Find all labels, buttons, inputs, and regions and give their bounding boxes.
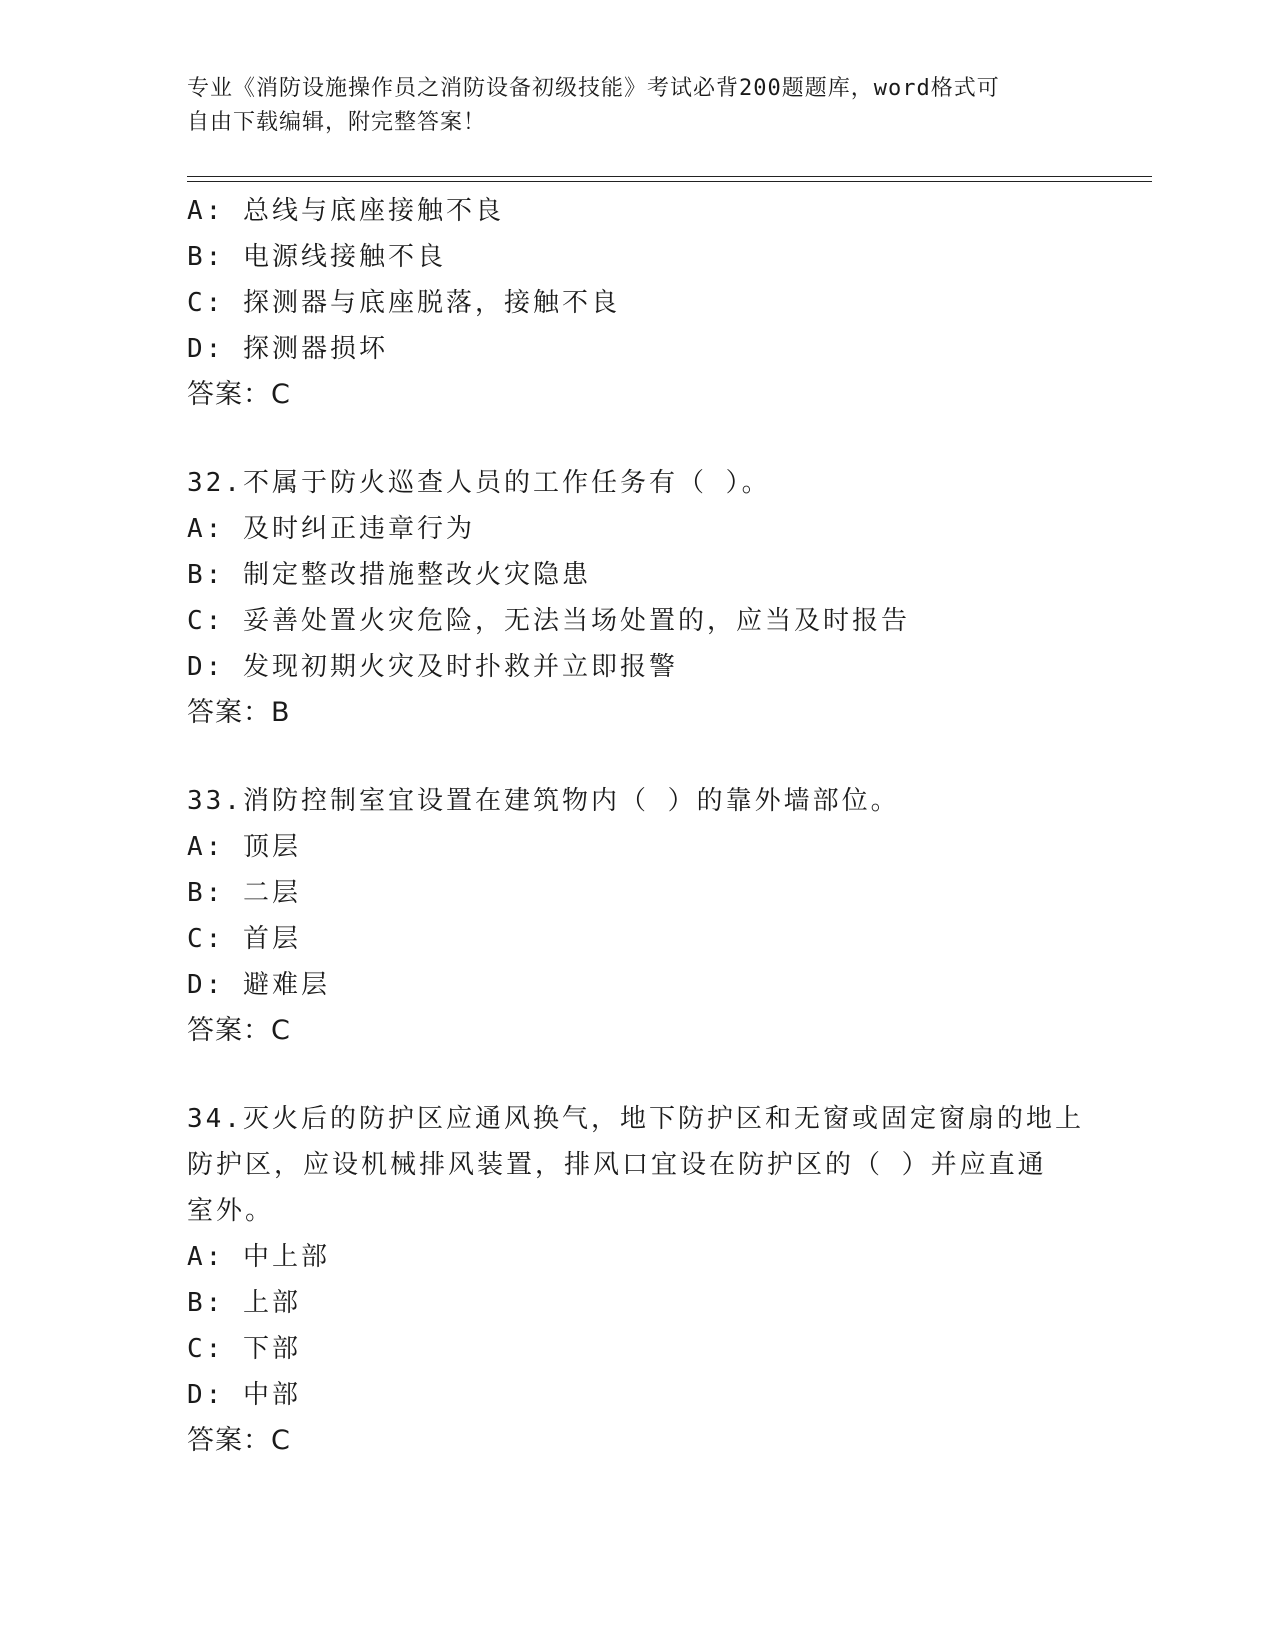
option-a: A: 及时纠正违章行为: [187, 514, 475, 544]
option-a: A: 顶层: [187, 832, 301, 862]
question-32: [187, 460, 1087, 736]
option-a: A: 中上部: [187, 1242, 330, 1272]
question-text-line-3: 室外。: [187, 1196, 275, 1226]
option-d: D: 避难层: [187, 970, 330, 1000]
question-text: 33.消防控制室宜设置在建筑物内（ ）的靠外墙部位。: [187, 786, 900, 816]
question-31-partial: [187, 188, 1087, 418]
option-b: B: 电源线接触不良: [187, 242, 446, 272]
option-d: D: 中部: [187, 1380, 301, 1410]
answer-line: 答案：C: [187, 1425, 291, 1456]
answer-line: 答案：C: [187, 379, 291, 410]
header-line-1: 专业《消防设施操作员之消防设备初级技能》考试必背200题题库，word格式可: [187, 76, 1000, 101]
header-line-2: 自由下载编辑，附完整答案！: [187, 110, 487, 135]
header-rule-bottom: [187, 181, 1152, 182]
option-c: C: 探测器与底座脱落，接触不良: [187, 288, 620, 318]
option-d: D: 发现初期火灾及时扑救并立即报警: [187, 652, 678, 682]
question-content: [187, 188, 1087, 1464]
option-b: B: 制定整改措施整改火灾隐患: [187, 560, 591, 590]
question-text-line-2: 防护区，应设机械排风装置，排风口宜设在防护区的（ ）并应直通: [187, 1150, 1047, 1180]
option-b: B: 二层: [187, 878, 301, 908]
question-text: 32.不属于防火巡查人员的工作任务有（ ）。: [187, 468, 771, 498]
question-33: [187, 778, 1087, 1054]
option-c: C: 首层: [187, 924, 301, 954]
document-header: [187, 72, 1087, 140]
option-c: C: 下部: [187, 1334, 301, 1364]
answer-line: 答案：C: [187, 1015, 291, 1046]
option-b: B: 上部: [187, 1288, 301, 1318]
option-d: D: 探测器损坏: [187, 334, 388, 364]
header-rule-top: [187, 176, 1152, 177]
answer-line: 答案：B: [187, 697, 291, 728]
question-34: [187, 1096, 1087, 1464]
option-a: A: 总线与底座接触不良: [187, 196, 504, 226]
question-text-line-1: 34.灭火后的防护区应通风换气，地下防护区和无窗或固定窗扇的地上: [187, 1104, 1084, 1134]
option-c: C: 妥善处置火灾危险，无法当场处置的，应当及时报告: [187, 606, 910, 636]
